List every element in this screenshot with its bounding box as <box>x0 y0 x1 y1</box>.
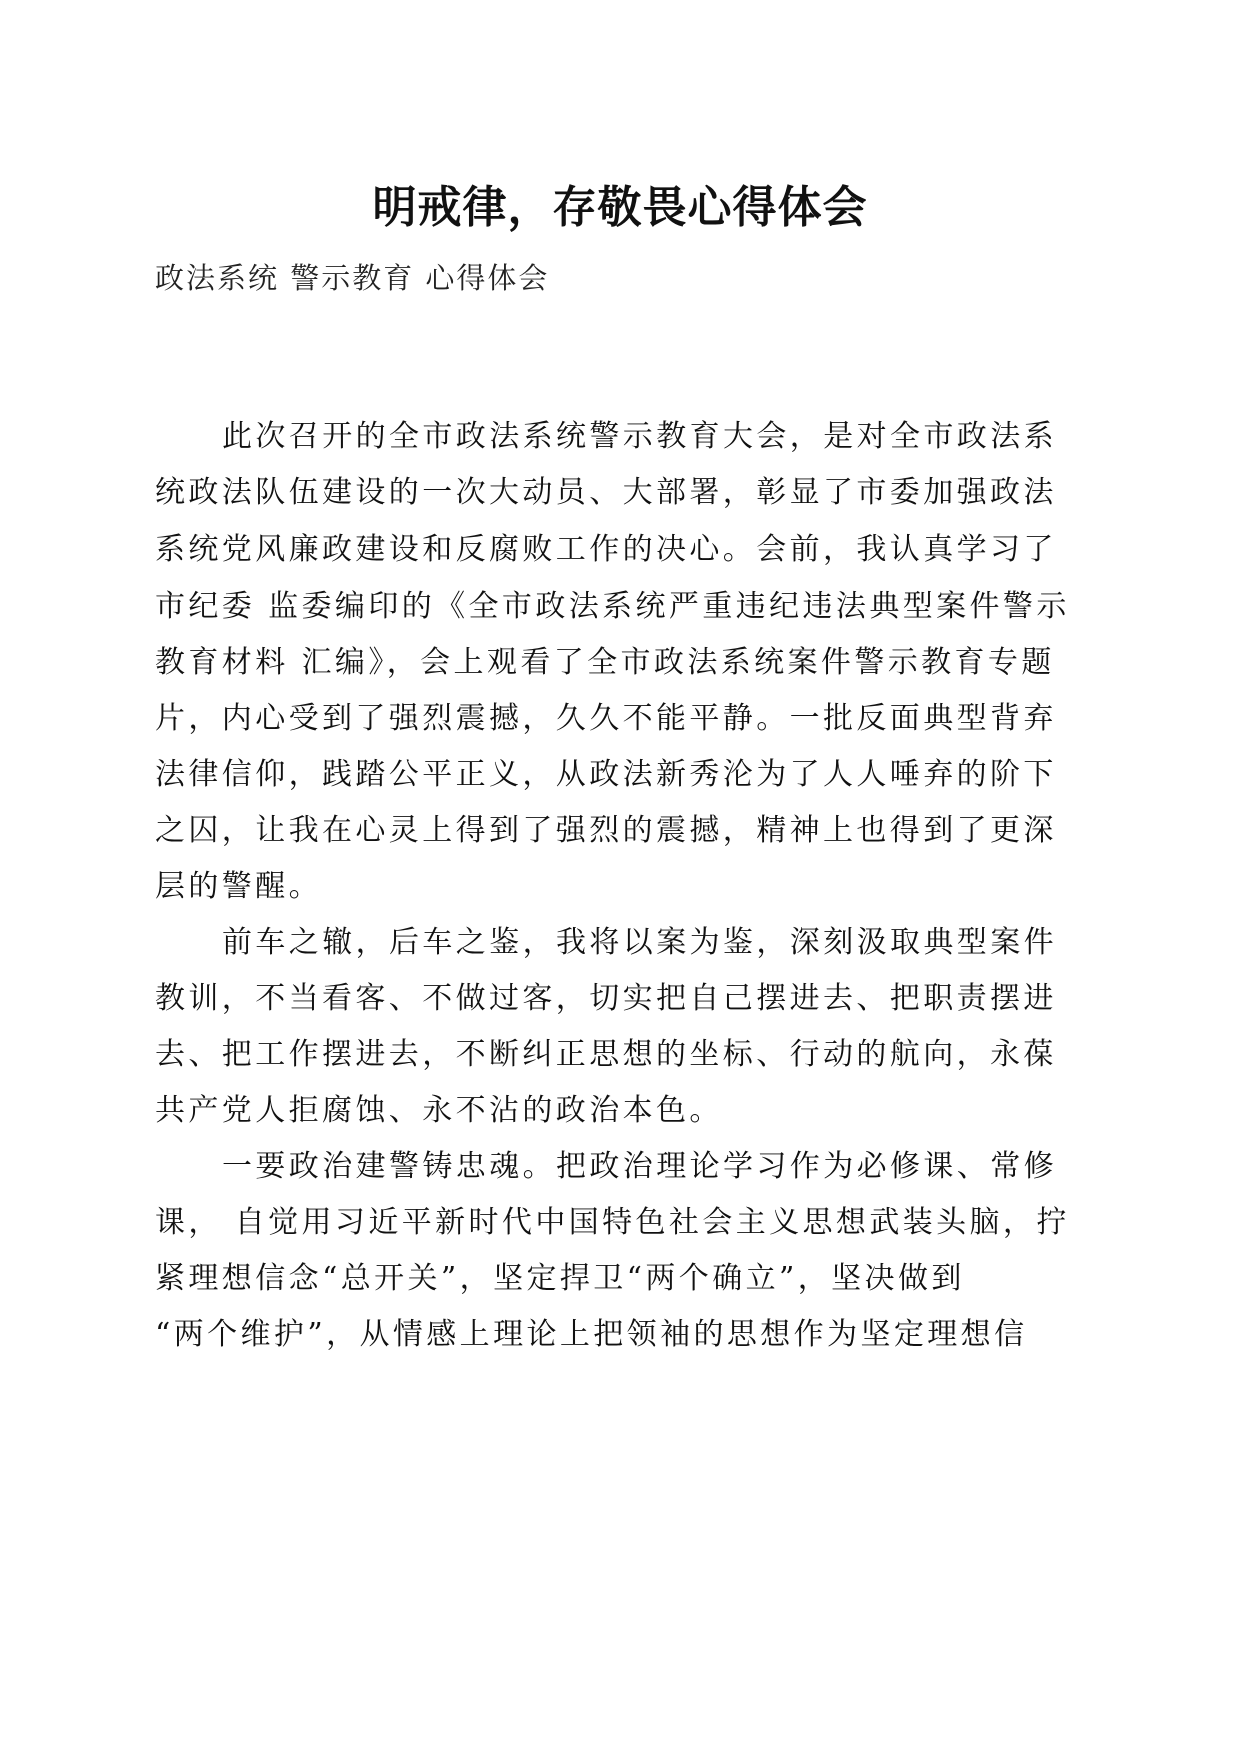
document-title: 明戒律，存敬畏心得体会 <box>372 182 868 233</box>
paragraph-line: 共产党人拒腐蚀、永不沾的政治本色。 <box>155 1093 723 1128</box>
paragraph-line: “两个维护”，从情感上理论上把领袖的思想作为坚定理想信 <box>155 1317 1028 1352</box>
paragraph-line: 层的警醒。 <box>155 869 322 904</box>
paragraph-line: 之囚，让我在心灵上得到了强烈的震撼，精神上也得到了更深 <box>155 813 1057 848</box>
paragraph-line: 紧理想信念“总开关”，坚定捍卫“两个确立”，坚决做到 <box>155 1261 965 1296</box>
paragraph-line: 课， 自觉用习近平新时代中国特色社会主义思想武装头脑，拧 <box>155 1205 1070 1240</box>
paragraph-line: 市纪委 监委编印的《全市政法系统严重违纪违法典型案件警示 <box>155 589 1070 624</box>
paragraph-line: 教育材料 汇编》，会上观看了全市政法系统案件警示教育专题 <box>155 645 1055 680</box>
document-tags: 政法系统 警示教育 心得体会 <box>155 261 550 295</box>
paragraph-line: 教训，不当看客、不做过客，切实把自己摆进去、把职责摆进 <box>155 981 1057 1016</box>
paragraph-line: 此次召开的全市政法系统警示教育大会，是对全市政法系 <box>222 419 1057 454</box>
paragraph-line: 系统党风廉政建设和反腐败工作的决心。会前，我认真学习了 <box>155 532 1057 567</box>
paragraph-line: 统政法队伍建设的一次大动员、大部署，彰显了市委加强政法 <box>155 475 1057 510</box>
paragraph-line: 去、把工作摆进去，不断纠正思想的坐标、行动的航向，永葆 <box>155 1037 1057 1072</box>
paragraph-line: 片，内心受到了强烈震撼，久久不能平静。一批反面典型背弃 <box>155 701 1057 736</box>
paragraph-line: 前车之辙，后车之鉴，我将以案为鉴，深刻汲取典型案件 <box>222 925 1057 960</box>
paragraph-line: 法律信仰，践踏公平正义，从政法新秀沦为了人人唾弃的阶下 <box>155 757 1057 792</box>
paragraph-line: 一要政治建警铸忠魂。把政治理论学习作为必修课、常修 <box>222 1149 1057 1184</box>
